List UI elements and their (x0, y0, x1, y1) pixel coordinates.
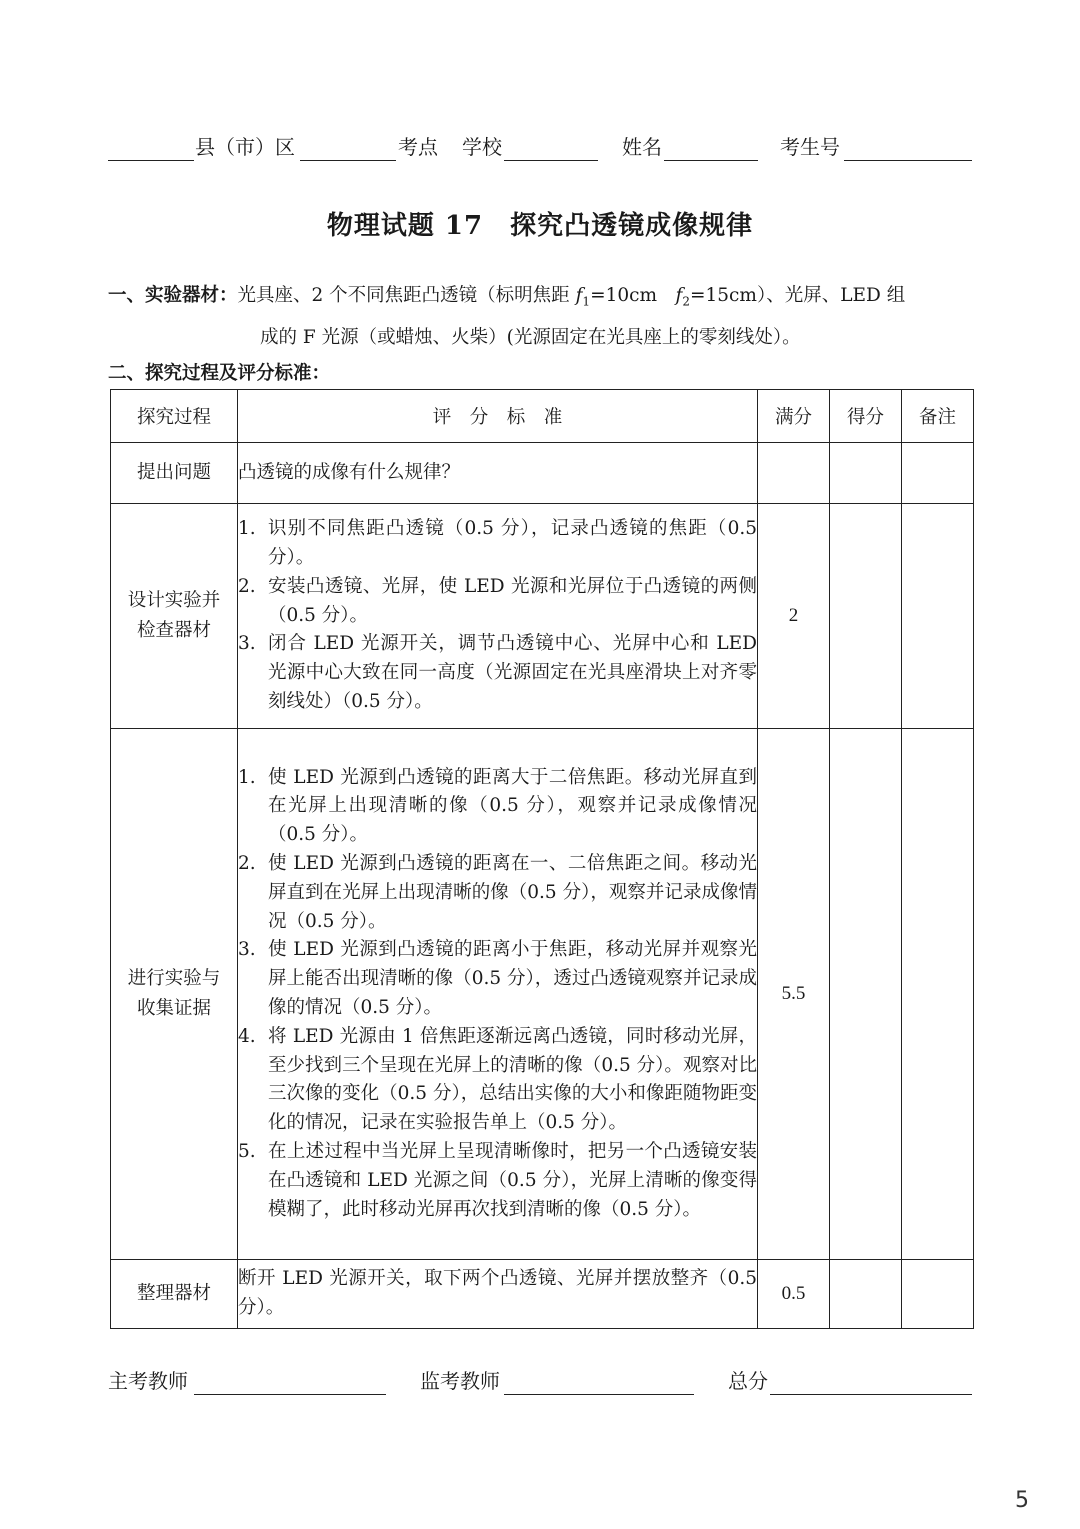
county-blank[interactable] (108, 132, 194, 161)
proctor-label: 监考教师 (420, 1369, 500, 1393)
header-process: 探究过程 (111, 390, 238, 443)
procedure-section-label: 二、探究过程及评分标准： (108, 363, 331, 384)
criteria-item: 2. 使 LED 光源到凸透镜的距离在一、二倍焦距之间。移动光屏直到在光屏上出现清晰的像（0.5 分），观察并记录成像情况（0.5 分）。 (238, 853, 757, 932)
process-cell (111, 729, 238, 1260)
school-label: 学校 (462, 135, 502, 159)
equipment-text-b: =15cm）、光屏、LED 组 (690, 285, 906, 306)
chief-examiner-blank[interactable] (194, 1366, 386, 1395)
criteria-item: 3. 闭合 LED 光源开关，调节凸透镜中心、光屏中心和 LED 光源中心大致在同一高度（光源固定在光具座滑块上对齐零刻线处）（0.5 分）。 (238, 633, 757, 712)
total-score-blank[interactable] (770, 1366, 972, 1395)
process-line: 收集证据 (136, 998, 211, 1019)
equipment-section (108, 278, 978, 356)
full-score-cell: 2 (758, 504, 830, 729)
county-label: 县（市）区 (195, 135, 295, 159)
criteria-item: 1. 使 LED 光源到凸透镜的距离大于二倍焦距。移动光屏直到在光屏上出现清晰的像（0.5 分），观察并记录成像情况（0.5 分）。 (238, 766, 757, 846)
remark-cell[interactable] (902, 729, 974, 1260)
site-blank[interactable] (300, 132, 396, 161)
criteria-item: 5. 在上述过程中当光屏上呈现清晰像时，把另一个凸透镜安装在凸透镜和 LED 光源之间（0.5 分），光屏上清晰的像变得模糊了，此时移动光屏再次找到清晰的像（0.5 分）。 (238, 1140, 757, 1220)
equipment-label: 一、实验器材： (108, 285, 238, 306)
header-criteria: 评 分 标 准 (238, 390, 758, 443)
remark-cell[interactable] (902, 443, 974, 504)
f2-symbol: f (675, 285, 683, 306)
name-blank[interactable] (664, 132, 758, 161)
name-label: 姓名 (622, 135, 662, 159)
remark-cell[interactable] (902, 504, 974, 729)
examinee-number-label: 考生号 (780, 135, 840, 159)
equipment-line-2: 成的 F 光源（或蜡烛、火柴）(光源固定在光具座上的零刻线处）。 (260, 326, 801, 348)
header-score: 得分 (830, 390, 902, 443)
f1-value: =10cm (590, 285, 676, 306)
criteria-item: 2. 安装凸透镜、光屏，使 LED 光源和光屏位于凸透镜的两侧（0.5 分）。 (238, 575, 757, 626)
table-row (111, 443, 974, 504)
equipment-text-a: 光具座、2 个不同焦距凸透镜（标明焦距 (237, 285, 576, 306)
score-cell[interactable] (830, 443, 902, 504)
site-label: 考点 (398, 135, 438, 159)
equipment-line-1 (108, 278, 978, 320)
criteria-item: 1. 识别不同焦距凸透镜（0.5 分），记录凸透镜的焦距（0.5 分）。 (238, 518, 757, 568)
page-title: 物理试题 17 探究凸透镜成像规律 (326, 211, 754, 241)
f2-subscript: 2 (682, 294, 691, 309)
process-cell: 整理器材 (111, 1260, 238, 1329)
criteria-cell (238, 729, 758, 1260)
remark-cell[interactable] (902, 1260, 974, 1329)
criteria-cell (238, 504, 758, 729)
process-line: 检查器材 (136, 620, 211, 641)
total-score-label: 总分 (728, 1369, 768, 1393)
header-remark: 备注 (902, 390, 974, 443)
signature-line (108, 1366, 972, 1396)
examinee-info-line (108, 132, 972, 162)
full-score-cell: 5.5 (758, 729, 830, 1260)
chief-examiner-label: 主考教师 (108, 1369, 188, 1393)
process-cell: 提出问题 (111, 443, 238, 504)
process-line: 设计实验并 (127, 590, 221, 611)
f1-symbol: f (575, 285, 583, 306)
f1-subscript: 1 (582, 294, 591, 309)
score-cell[interactable] (830, 1260, 902, 1329)
header-full-score: 满分 (758, 390, 830, 443)
criteria-item: 4. 将 LED 光源由 1 倍焦距逐渐远离凸透镜，同时移动光屏，至少找到三个呈现在光屏上的清晰的像（0.5 分）。观察对比三次像的变化（0.5 分），总结出实像的大小和像距随物距变化的情况，记录在实验报告单上（0.5 分）。 (238, 1025, 757, 1134)
criteria-cell: 凸透镜的成像有什么规律？ (238, 443, 758, 504)
process-line: 进行实验与 (127, 968, 221, 989)
examinee-number-blank[interactable] (844, 132, 972, 161)
scoring-table (110, 389, 974, 1329)
full-score-cell: 0.5 (758, 1260, 830, 1329)
table-row (111, 1260, 974, 1329)
proctor-blank[interactable] (504, 1366, 694, 1395)
table-header-row (111, 390, 974, 443)
page-number: 5 (1015, 1488, 1029, 1513)
score-cell[interactable] (830, 504, 902, 729)
score-cell[interactable] (830, 729, 902, 1260)
criteria-item: 3. 使 LED 光源到凸透镜的距离小于焦距，移动光屏并观察光屏上能否出现清晰的像（0.5 分），透过凸透镜观察并记录成像的情况（0.5 分）。 (238, 939, 757, 1018)
table-row (111, 729, 974, 1260)
full-score-cell (758, 443, 830, 504)
table-row (111, 504, 974, 729)
criteria-cell: 断开 LED 光源开关，取下两个凸透镜、光屏并摆放整齐（0.5 分）。 (238, 1260, 758, 1329)
process-cell (111, 504, 238, 729)
school-blank[interactable] (504, 132, 598, 161)
